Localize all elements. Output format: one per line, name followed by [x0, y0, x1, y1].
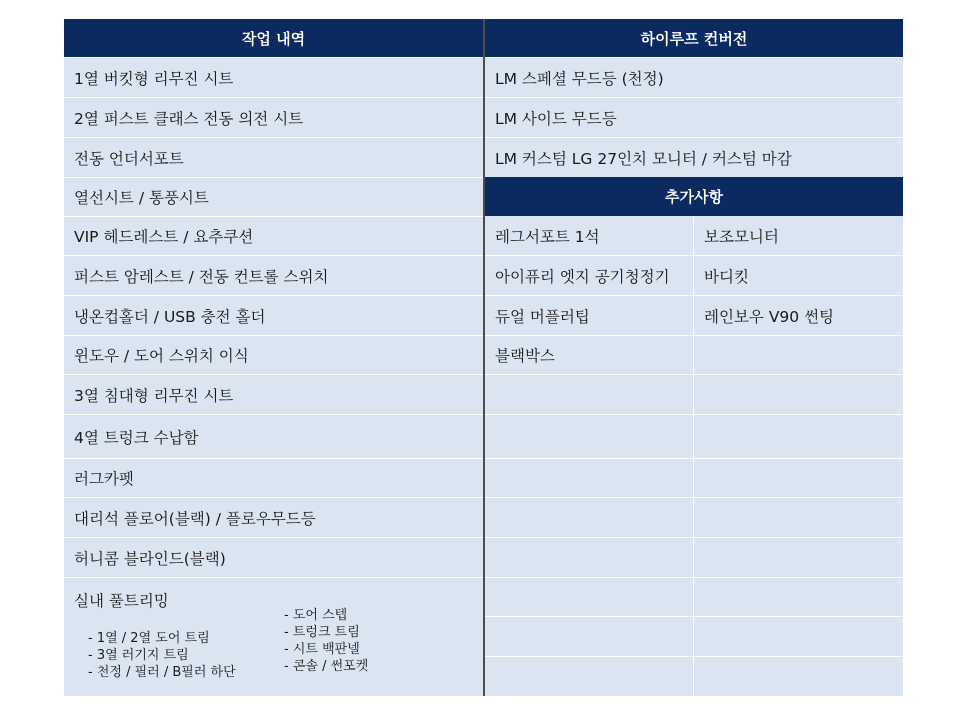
row-divider [485, 255, 903, 256]
work-item: 3열 침대형 리무진 시트 [74, 386, 234, 405]
trim-item: - 3열 러기지 트림 [88, 648, 189, 663]
row-divider [64, 255, 483, 256]
trim-list-right [284, 607, 368, 675]
extra-item: 바디킷 [704, 267, 749, 286]
hiloop-item: LM 사이드 무드등 [495, 109, 617, 128]
extra-header: 추가사항 [485, 177, 903, 216]
work-item: 퍼스트 암레스트 / 전동 컨트롤 스위치 [74, 267, 329, 286]
work-item: 윈도우 / 도어 스위치 이식 [74, 347, 249, 365]
column-divider [483, 19, 485, 696]
row-divider [485, 414, 903, 415]
row-divider [485, 577, 903, 578]
trim-item: - 도어 스텝 [284, 608, 348, 623]
row-divider [64, 335, 483, 336]
row-divider [64, 177, 483, 178]
row-divider [485, 137, 903, 138]
row-divider [485, 374, 903, 375]
row-divider [64, 295, 483, 296]
row-divider [64, 577, 483, 578]
trim-item: - 1열 / 2열 도어 트림 [88, 631, 210, 646]
work-item: 허니콤 블라인드(블랙) [74, 549, 226, 568]
work-item: 냉온컵홀더 / USB 충전 홀더 [74, 307, 266, 326]
hiloop-item: LM 커스텀 LG 27인치 모니터 / 커스텀 마감 [495, 149, 792, 168]
row-divider [64, 497, 483, 498]
left-header: 작업 내역 [64, 19, 483, 57]
row-divider [64, 374, 483, 375]
extra-item: 보조모니터 [704, 228, 779, 246]
row-divider [485, 57, 903, 58]
row-divider [485, 497, 903, 498]
work-item: 전동 언더서포트 [74, 149, 184, 168]
row-divider [485, 97, 903, 98]
extra-item: 블랙박스 [495, 347, 555, 365]
trim-item: - 천정 / 필러 / B필러 하단 [88, 665, 236, 680]
work-item: 2열 퍼스트 클래스 전동 의전 시트 [74, 109, 304, 128]
trim-title: 실내 풀트리밍 [74, 592, 169, 610]
trim-item: - 트렁크 트림 [284, 625, 360, 640]
work-item: 대리석 플로어(블랙) / 플로우무드등 [74, 509, 316, 528]
extra-item: 아이퓨리 엣지 공기청정기 [495, 267, 670, 286]
trim-list-left [88, 630, 236, 681]
row-divider [64, 537, 483, 538]
extra-item: 듀얼 머플러팁 [495, 307, 590, 326]
row-divider [64, 57, 483, 58]
work-item: 4열 트렁크 수납함 [74, 428, 199, 447]
row-divider [485, 537, 903, 538]
work-item: VIP 헤드레스트 / 요추쿠션 [74, 228, 254, 246]
row-divider [64, 414, 483, 415]
right-header: 하이루프 컨버전 [485, 19, 903, 57]
row-divider [485, 656, 903, 657]
hiloop-item: LM 스페셜 무드등 (천정) [495, 69, 664, 88]
row-divider [64, 97, 483, 98]
trim-item: - 시트 백판넬 [284, 642, 360, 657]
work-item: 열선시트 / 통풍시트 [74, 189, 209, 207]
extra-item: 레인보우 V90 썬팅 [704, 307, 835, 326]
work-table [64, 19, 903, 696]
row-divider [485, 335, 903, 336]
row-divider [485, 616, 903, 617]
work-item: 러그카펫 [74, 470, 134, 488]
row-divider [64, 216, 483, 217]
row-divider [485, 458, 903, 459]
row-divider [485, 295, 903, 296]
work-item: 1열 버킷형 리무진 시트 [74, 69, 234, 88]
column-divider [693, 217, 694, 696]
row-divider [64, 458, 483, 459]
row-divider [64, 137, 483, 138]
extra-item: 레그서포트 1석 [495, 228, 600, 246]
trim-item: - 콘솔 / 썬포켓 [284, 659, 369, 674]
